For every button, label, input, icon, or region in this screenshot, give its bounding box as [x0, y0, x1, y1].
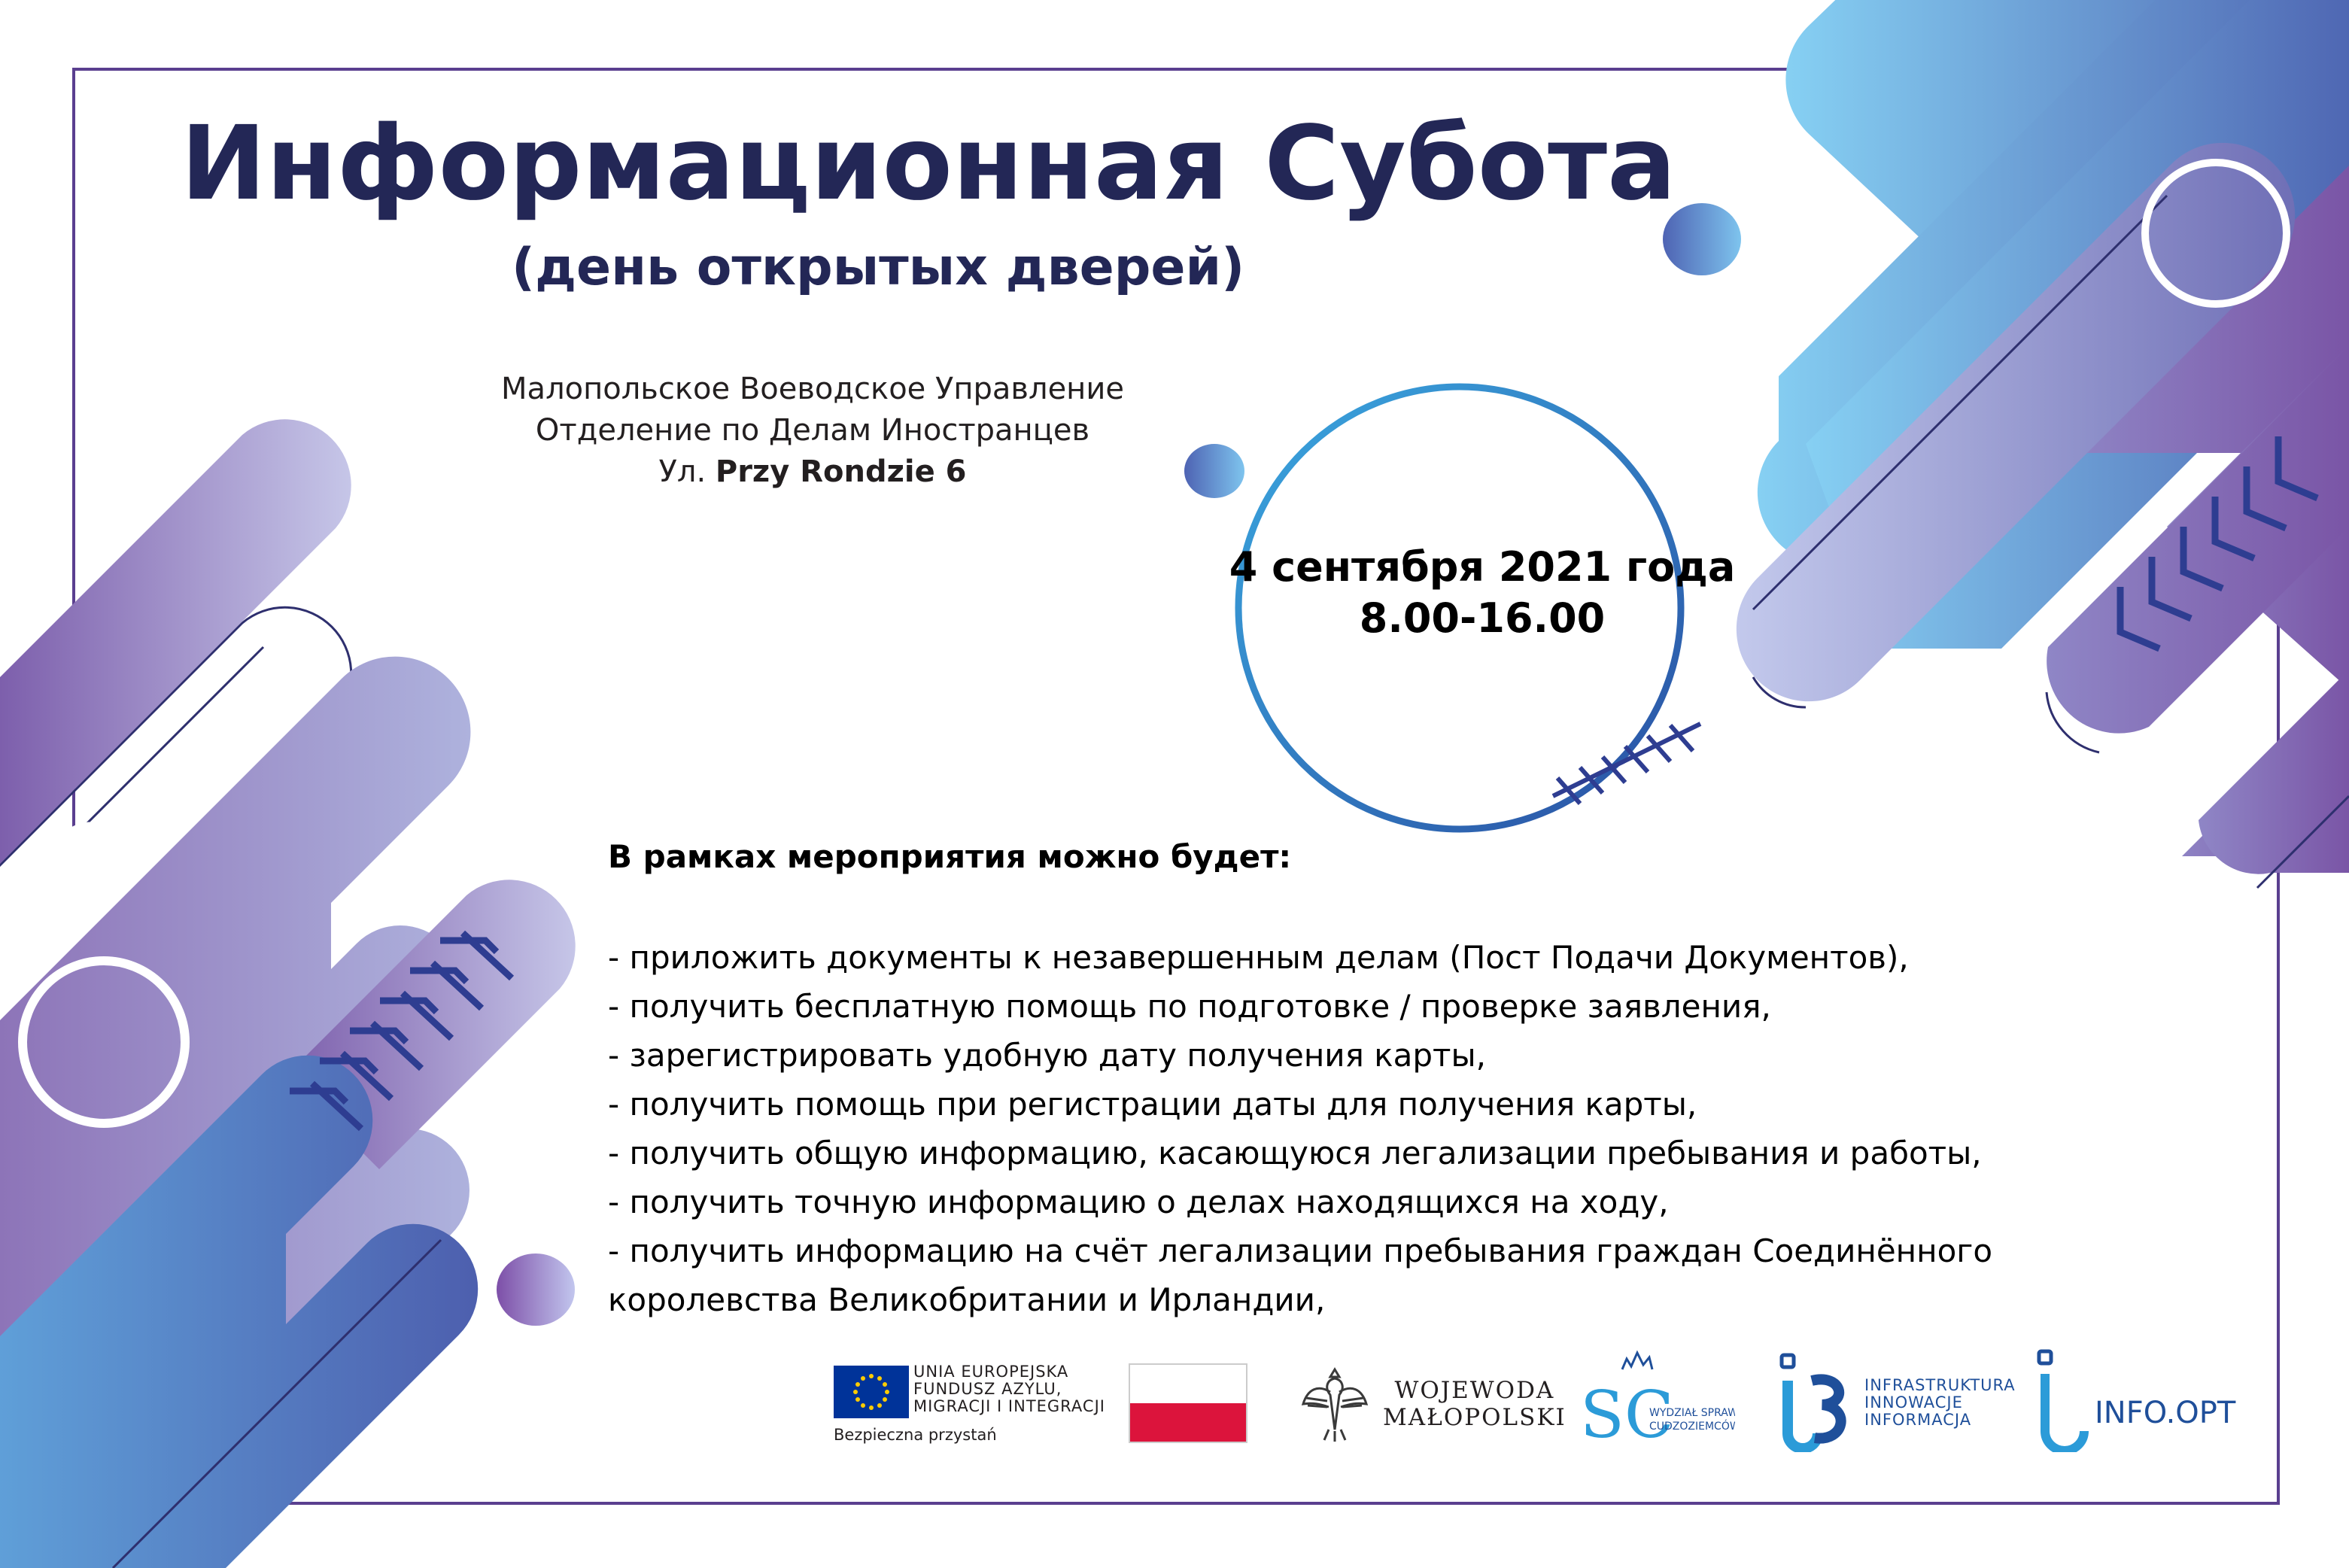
eu-line-1: UNIA EUROPEJSKA — [913, 1363, 1069, 1381]
sc-line-1: WYDZIAŁ SPRAW — [1649, 1407, 1735, 1419]
event-time: 8.00-16.00 — [1359, 594, 1606, 642]
i3-text — [1864, 1377, 2016, 1429]
office-street — [436, 451, 1189, 493]
list-item: королевства Великобритании и Ирландии, — [608, 1281, 1326, 1318]
date-ring-dot — [1184, 444, 1244, 498]
activities-list — [608, 933, 2113, 1324]
i3-line-2: INNOWACJE — [1864, 1393, 1963, 1412]
street-prefix: Ул. — [658, 454, 707, 489]
list-item: - получить общую информацию, касающуюся легализации пребывания и работы, — [608, 1135, 1982, 1171]
list-item: - получить бесплатную помощь по подготовке / проверке заявления, — [608, 988, 1771, 1025]
page-title: Информационная Субота — [181, 105, 1676, 223]
eu-line-3: MIGRACJI I INTEGRACJI — [913, 1397, 1105, 1415]
chevron-icon — [1553, 724, 1700, 804]
left-dot — [497, 1253, 575, 1326]
sc-line-2: CUDZOZIEMCÓW — [1649, 1421, 1735, 1433]
eu-fund-text — [913, 1363, 1105, 1415]
woj-line-2: MAŁOPOLSKI — [1383, 1404, 1567, 1431]
list-item: - получить помощь при регистрации даты для получения карты, — [608, 1086, 1697, 1123]
list-item: - получить точную информацию о делах находящихся на ходу, — [608, 1184, 1669, 1220]
i3-logo-icon — [1774, 1351, 1861, 1452]
woj-line-1: WOJEWODA — [1394, 1377, 1555, 1404]
sc-logo-icon — [1577, 1347, 1735, 1452]
eu-flag-icon — [834, 1366, 909, 1418]
office-address — [436, 369, 1189, 493]
polish-flag-icon — [1129, 1363, 1247, 1443]
event-date-block — [1189, 542, 1776, 644]
sc-letters: SC — [1580, 1378, 1674, 1452]
list-item: - зарегистрировать удобную дату получения карты, — [608, 1037, 1486, 1074]
wojewoda-text — [1383, 1377, 1567, 1431]
list-item: - приложить документы к незавершенным делам (Пост Подачи Документов), — [608, 939, 1909, 976]
page-subtitle: (день открытых дверей) — [512, 238, 1245, 297]
eu-line-2: FUNDUSZ AZYLU, — [913, 1380, 1062, 1398]
i3-line-1: INFRASTRUKTURA — [1864, 1376, 2016, 1394]
office-line-1: Малопольское Воеводское Управление — [501, 372, 1124, 406]
event-date: 4 сентября 2021 года — [1229, 543, 1736, 591]
info-opt-logo-icon — [2031, 1347, 2092, 1452]
i3-line-3: INFORMACJA — [1864, 1411, 1972, 1429]
activities-intro: В рамках мероприятия можно будет: — [608, 838, 1292, 875]
list-item: - получить информацию на счёт легализации пребывания граждан Соединённого — [608, 1232, 1993, 1269]
eagle-emblem-icon — [1297, 1362, 1372, 1445]
office-line-2: Отделение по Делам Иностранцев — [535, 413, 1090, 448]
eu-caption: Bezpieczna przystań — [834, 1426, 997, 1444]
info-opt-text: INFO.OPT — [2095, 1396, 2236, 1430]
right-decor — [1663, 0, 2349, 888]
street-name: Przy Rondzie 6 — [715, 454, 967, 489]
